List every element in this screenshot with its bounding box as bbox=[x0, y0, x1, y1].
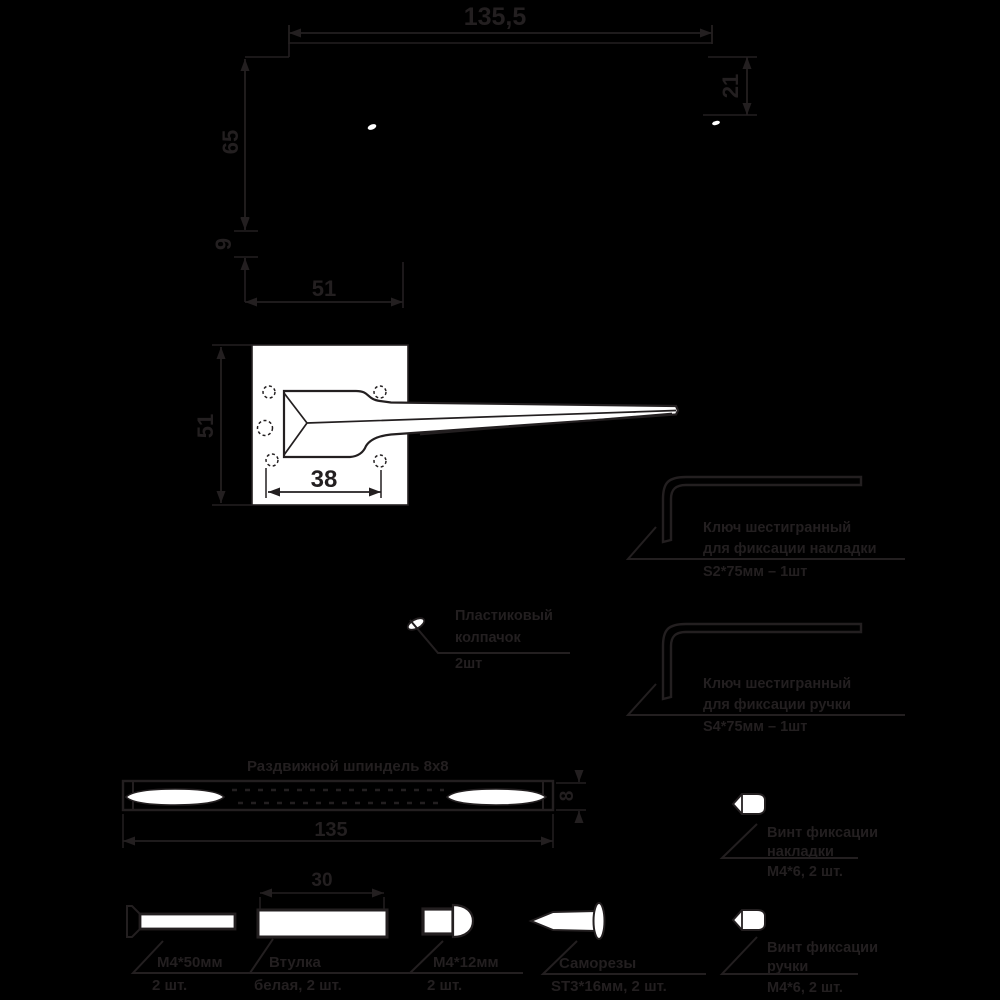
bushing-label: Втулка bbox=[269, 954, 321, 971]
set-screw-handle-label: ручки bbox=[767, 959, 809, 975]
bushing-icon bbox=[258, 910, 387, 937]
self-tapping-qty: ST3*16мм, 2 шт. bbox=[551, 978, 667, 995]
plastic-cap-label: колпачок bbox=[455, 630, 521, 646]
bushing-qty: белая, 2 шт. bbox=[254, 977, 342, 994]
hex-key-plate-callout bbox=[628, 477, 905, 580]
bolt-icon bbox=[140, 914, 235, 929]
top-view-dimension-scheme bbox=[211, 3, 757, 308]
plastic-cap-callout bbox=[406, 608, 570, 672]
hex-key-handle-label: для фиксации ручки bbox=[703, 697, 851, 713]
dimension-handle-height: 21 bbox=[718, 73, 743, 99]
plastic-cap-qty: 2шт bbox=[455, 656, 483, 672]
self-tapping-label: Саморезы bbox=[559, 955, 637, 972]
hex-key-handle-size: S4*75мм – 1шт bbox=[703, 719, 808, 735]
screw-head bbox=[453, 905, 473, 937]
dimension-rose-height: 51 bbox=[193, 413, 218, 439]
set-screw-plate-callout bbox=[722, 794, 878, 880]
screw-shaft bbox=[423, 909, 453, 934]
spindle-highlight bbox=[126, 789, 224, 805]
spindle-highlight bbox=[447, 789, 546, 805]
spindle-section bbox=[123, 758, 586, 848]
set-screw-handle-qty: М4*6, 2 шт. bbox=[767, 980, 843, 996]
dimension-overall-length: 135,5 bbox=[463, 3, 527, 31]
self-tapping-screw-head bbox=[594, 903, 605, 939]
set-screw-plate-label: накладки bbox=[767, 844, 834, 860]
dimension-rose-width: 51 bbox=[311, 276, 337, 301]
bushing-callout bbox=[250, 870, 428, 994]
bolt-label: М4*50мм bbox=[157, 954, 223, 971]
handle-lever bbox=[284, 391, 678, 457]
screw-m4-12-callout bbox=[410, 905, 523, 994]
dimension-edge-to-axis: 65 bbox=[218, 129, 243, 155]
self-tapping-screw-icon bbox=[531, 911, 596, 931]
bolt-head bbox=[127, 906, 140, 937]
set-screw-icon bbox=[733, 910, 765, 930]
top-view-highlight bbox=[367, 123, 377, 131]
dimension-spindle-section: 8 bbox=[557, 790, 578, 802]
screw-m4-12-qty: 2 шт. bbox=[427, 977, 463, 994]
dimension-bushing-length: 30 bbox=[311, 870, 333, 891]
dimension-hole-spacing: 38 bbox=[310, 466, 338, 493]
hex-key-plate-label: Ключ шестигранный bbox=[703, 520, 852, 536]
dimension-spindle-length: 135 bbox=[314, 819, 348, 841]
self-tapping-callout bbox=[531, 903, 706, 995]
plastic-cap-icon bbox=[406, 616, 426, 632]
set-screw-handle-callout bbox=[722, 910, 878, 996]
hex-key-handle-label: Ключ шестигранный bbox=[703, 676, 852, 692]
set-screw-icon bbox=[733, 794, 765, 814]
plastic-cap-label: Пластиковый bbox=[455, 608, 553, 624]
hex-key-handle-callout bbox=[628, 624, 905, 735]
hex-key-plate-size: S2*75мм – 1шт bbox=[703, 564, 808, 580]
hex-key-plate-label: для фиксации накладки bbox=[703, 541, 877, 557]
set-screw-plate-label: Винт фиксации bbox=[767, 825, 878, 841]
dimension-offset: 9 bbox=[211, 237, 236, 251]
set-screw-handle-label: Винт фиксации bbox=[767, 940, 878, 956]
set-screw-plate-qty: М4*6, 2 шт. bbox=[767, 864, 843, 880]
screw-m4-12-label: М4*12мм bbox=[433, 954, 499, 971]
top-view-highlight bbox=[712, 120, 721, 126]
spindle-title: Раздвижной шпиндель 8х8 bbox=[247, 758, 449, 775]
bolt-qty: 2 шт. bbox=[152, 977, 188, 994]
front-view-handle bbox=[193, 345, 678, 505]
